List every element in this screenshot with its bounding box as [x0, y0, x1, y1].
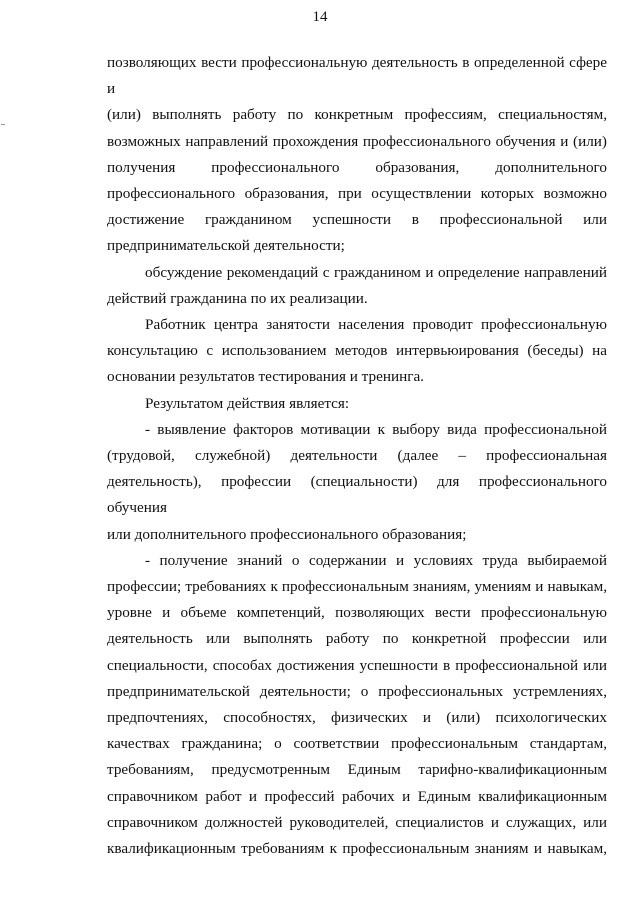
text-line: Результатом действия является:: [145, 394, 350, 412]
paragraph-result-heading: [107, 391, 607, 417]
page-number: 14: [312, 9, 328, 25]
text-line: справочником работ и профессий рабочих и Единым квалификационным: [107, 787, 607, 805]
text-line: качествах гражданина; о соответствии профессиональным стандартам,: [107, 735, 607, 753]
text-line: - выявление факторов мотивации к выбору вида профессиональной: [145, 420, 607, 438]
text-line: консультацию с использованием методов интервьюирования (беседы) на: [107, 342, 607, 360]
text-line: деятельность), профессии (специальности) для профессионального обучения: [107, 473, 607, 517]
text-line: профессионального образования, при осуществлении которых возможно: [107, 185, 607, 203]
text-line: (трудовой, служебной) деятельности (далее – профессиональная: [107, 447, 607, 465]
paragraph-continuation: [107, 50, 607, 260]
text-line: предпринимательской деятельности;: [107, 237, 345, 255]
paragraph-motivation: [107, 417, 607, 548]
text-line: - получение знаний о содержании и условиях труда выбираемой: [145, 551, 607, 569]
text-line: уровне и объеме компетенций, позволяющих вести профессиональную: [107, 604, 607, 622]
text-line: профессии; требованиях к профессиональным знаниям, умениям и навыкам,: [107, 578, 607, 596]
paragraph-knowledge: [107, 548, 607, 862]
document-body: [107, 50, 607, 862]
text-line: основании результатов тестирования и тренинга.: [107, 368, 424, 386]
text-line: деятельность или выполнять работу по конкретной профессии или: [107, 630, 607, 648]
text-line: достижение гражданином успешности в профессиональной или: [107, 211, 607, 229]
text-line: предпринимательской деятельности; о профессиональных устремлениях,: [107, 682, 607, 700]
text-line: действий гражданина по их реализации.: [107, 289, 368, 307]
paragraph-consultation: [107, 312, 607, 391]
paragraph-discussion: [107, 260, 607, 312]
text-line: обсуждение рекомендаций с гражданином и определение направлений: [145, 263, 607, 281]
text-line: Работник центра занятости населения проводит профессиональную: [145, 316, 607, 334]
text-line: специальности, способах достижения успешности в профессиональной или: [107, 656, 607, 674]
text-line: возможных направлений прохождения профессионального обучения и (или): [107, 132, 607, 150]
margin-mark: [1, 124, 5, 125]
text-line: (или) выполнять работу по конкретным профессиям, специальностям,: [107, 106, 607, 124]
text-line: требованиям, предусмотренным Единым тарифно-квалификационным: [107, 761, 607, 779]
text-line: квалификационным требованиям к профессиональным знаниям и навыкам,: [107, 840, 607, 858]
text-line: или дополнительного профессионального образования;: [107, 525, 467, 543]
text-line: предпочтениях, способностях, физических и (или) психологических: [107, 709, 607, 727]
text-line: справочником должностей руководителей, специалистов и служащих, или: [107, 813, 607, 831]
text-line: получения профессионального образования, дополнительного: [107, 158, 607, 176]
text-line: позволяющих вести профессиональную деятельность в определенной сфере и: [107, 54, 607, 98]
